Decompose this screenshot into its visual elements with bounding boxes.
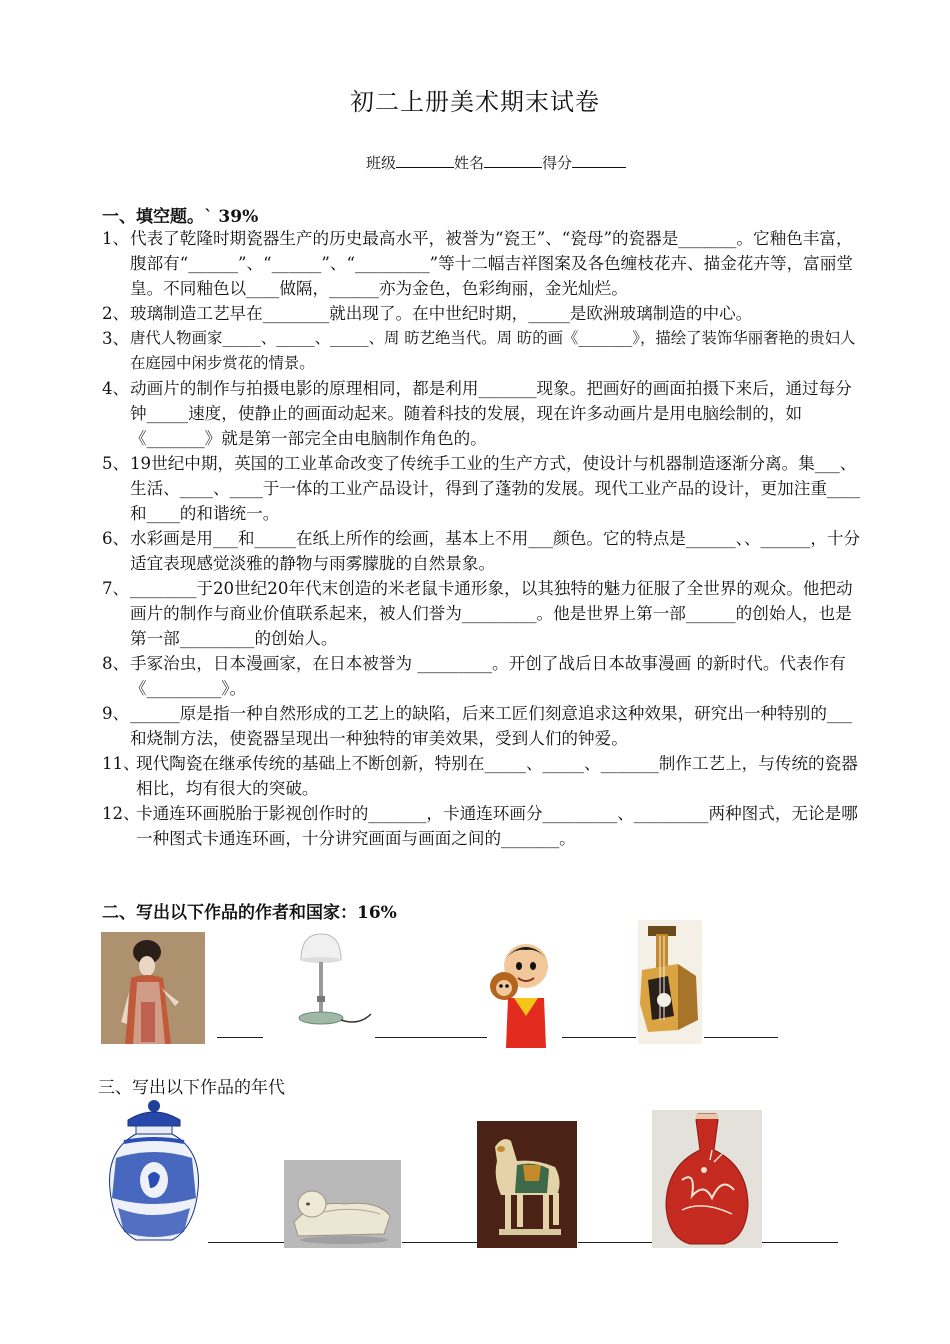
blue-white-jar-icon — [104, 1098, 204, 1244]
answer-line-5[interactable] — [208, 1241, 284, 1243]
tang-sancai-horse-icon — [477, 1121, 577, 1248]
score-label: 得分 — [542, 154, 573, 172]
section3-heading: 三、写出以下作品的年代 — [98, 1078, 285, 1098]
answer-line-7[interactable] — [578, 1241, 652, 1243]
student-info-line — [366, 152, 626, 173]
answer-line-1[interactable] — [217, 1036, 263, 1038]
question-1: 1、 代表了乾隆时期瓷器生产的历史最高水平，被誉为“瓷王”、“瓷母”的瓷器是_______。它釉色丰富，腹部有“______”、“______”、“_________”等十二幅吉祥图案及各色缠枝花卉、描金花卉等，富丽堂皇。不同釉色以____做隔，______亦为金色，色彩绚丽，金光灿烂。 — [102, 229, 853, 298]
question-7: 7、 ________于20世纪20年代末创造的米老鼠卡通形象，以其独特的魅力征服了全世界的观众。他把动画片的制作与商业价值联系起来，被人们誉为_________。他是世界上第一部______的创始人，也是第一部_________的创始人。 — [102, 579, 853, 648]
question-6: 6、 水彩画是用___和_____在纸上所作的绘画，基本上不用___颜色。它的特点是______、、______，十分适宜表现感觉淡雅的静物与雨雾朦胧的自然景象。 — [102, 529, 861, 573]
answer-line-6[interactable] — [402, 1241, 478, 1243]
fill-blank-questions — [102, 226, 862, 851]
question-11: 11、 现代陶瓷在继承传统的基础上不断创新，特别在_____、_____、_______制作工艺上，与传统的瓷器相比，均有很大的突破。 — [102, 754, 858, 798]
section2-heading: 二、写出以下作品的作者和国家：16% — [102, 903, 397, 923]
bauhaus-table-lamp-icon — [293, 930, 373, 1030]
class-label: 班级 — [366, 154, 397, 172]
question-4: 4、 动画片的制作与拍摄电影的原理相同，都是利用_______现象。把画好的画面拍摄下来后，通过每分钟_____速度，使静止的画面动起来。随着科技的发展，现在许多动画片是用电脑绘制的，如《_______》就是第一部完全由电脑制作角色的。 — [102, 379, 852, 448]
cubist-guitar-icon — [638, 920, 702, 1044]
question-5: 5、 19世纪中期，英国的工业革命改变了传统手工业的生产方式，使设计与机器制造逐渐分离。集___、生活、____、____于一体的工业产品设计，得到了蓬勃的发展。现代工业产品的设计，更加注重____和____的和谐统一。 — [102, 454, 861, 523]
question-8: 8、 手冢治虫，日本漫画家，在日本被誉为 _________。开创了战后日本故事漫画 的新时代。代表作有《_________》。 — [102, 654, 846, 698]
answer-line-8[interactable] — [762, 1241, 838, 1243]
answer-line-2[interactable] — [375, 1036, 487, 1038]
porcelain-child-pillow-icon — [284, 1160, 401, 1248]
class-blank[interactable] — [396, 153, 454, 168]
page-title: 初二上册美术期末试卷 — [350, 88, 600, 116]
question-9: 9、 ______原是指一种自然形成的工艺上的缺陷，后来工匠们刻意追求这种效果，研究出一种特别的___和烧制方法，使瓷器呈现出一种独特的审美效果，受到人们的钟爱。 — [102, 704, 852, 748]
question-2: 2、 玻璃制造工艺早在________就出现了。在中世纪时期，_____是欧洲玻璃制造的中心。 — [102, 304, 753, 323]
name-label: 姓名 — [454, 154, 485, 172]
tang-lady-painting-icon — [101, 932, 205, 1044]
score-blank[interactable] — [572, 153, 626, 168]
answer-line-3[interactable] — [562, 1036, 636, 1038]
red-porcelain-vase-icon — [652, 1110, 762, 1248]
name-blank[interactable] — [484, 153, 542, 168]
cartoon-boy-with-monkey-icon — [486, 936, 554, 1048]
answer-line-4[interactable] — [704, 1036, 778, 1038]
question-3: 3、 唐代人物画家_____、_____、_____、周 昉艺绝当代。周 昉的画《_______》，描绘了装饰华丽奢艳的贵妇人在庭园中闲步赏花的情景。 — [102, 329, 856, 372]
question-12: 12、 卡通连环画脱胎于影视创作时的_______，卡通连环画分_________、_________两种图式，无论是哪一种图式卡通连环画，十分讲究画面与画面之间的_______。 — [102, 804, 858, 848]
section1-heading: 一、填空题。` 39% — [102, 207, 259, 227]
